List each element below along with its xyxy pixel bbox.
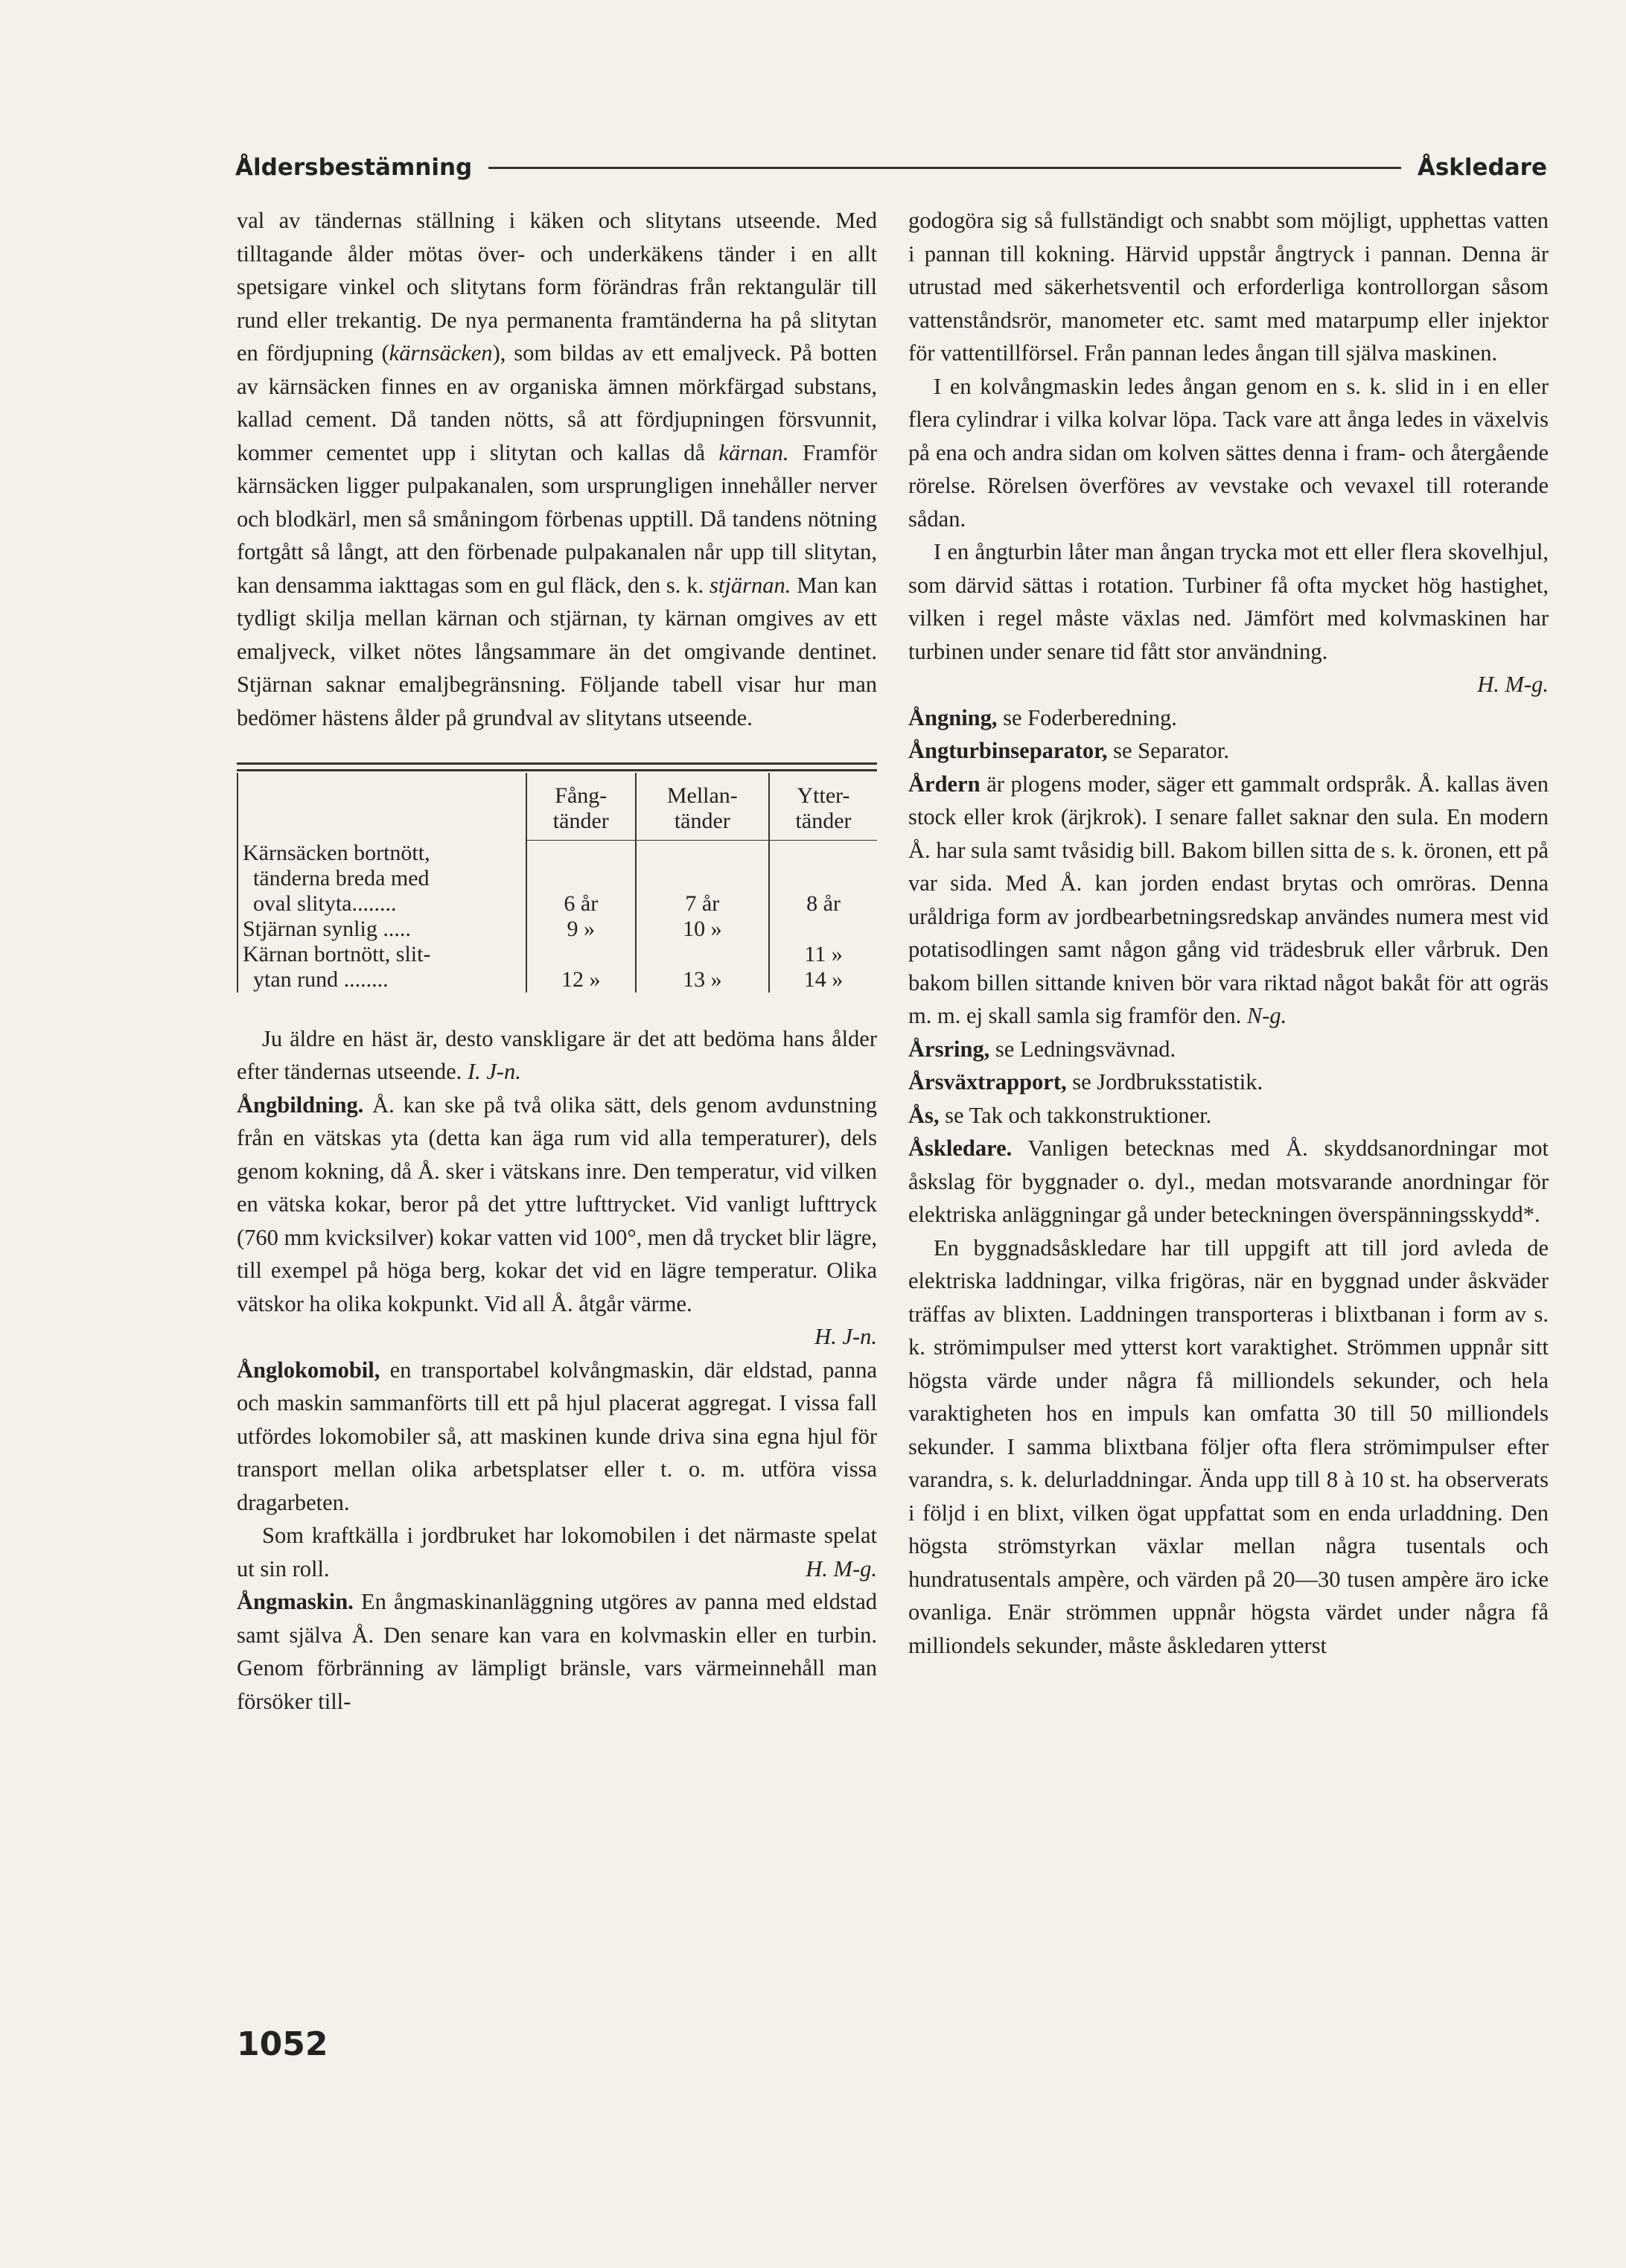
signature: I. J-n. [467, 1059, 521, 1084]
table-cell: 10 » [636, 917, 770, 942]
entry-term: Åskledare. [908, 1135, 1013, 1161]
row2-label: Stjärnan synlig ..... [237, 917, 526, 942]
table-cell: 11 » [769, 942, 877, 967]
entry-as: Ås, se Tak och takkonstruktioner. [908, 1102, 1212, 1128]
entry-anglokomobil: Ånglokomobil, en transportabel kolvångmaskin, där eldstad, panna och maskin sammanförts till ett på hjul placerat aggregat. I vissa fall utfördes lokomobiler så, att maskinen kunde driva sina egna hjul för transport mellan olika arbetsplatser eller t. o. m. utföra vissa dragarbeten. [237, 1357, 877, 1515]
table-cell: 8 år [769, 891, 877, 917]
paragraph-angturbin: I en ångturbin låter man ångan trycka mot ett eller flera skovelhjul, som därvid sättas i rotation. Turbiner få ofta mycket hög hastighet, vilken i regel måste växlas ned. Jämfört med kolvmaskinen har turbinen under senare tid fått stor användning. H. M-g. [908, 535, 1549, 701]
entry-term: Ångturbinseparator, [908, 738, 1108, 763]
header-left-word: Åldersbestämning [235, 154, 473, 181]
entry-arsring: Årsring, se Ledningsvävnad. [908, 1036, 1176, 1062]
entry-ardern: Årdern är plogens moder, säger ett gammalt ordspråk. Å. kallas även stock eller krok (ärjkrok). I senare fallet saknar den sula. En modern Å. har sula samt tvåsidig bill. Bakom billen sitta de s. k. öronen, ett på var sida. Med Å. kan jorden endast brytas och omröras. Denna uråldriga form av jordbearbetningsredskap användes numera mest vid potatisodlingen samt någon gång vid trädesbruk eller vårbruk. Den bakom billen sittande kniven bör vara riktad något bakåt för att ogräs m. m. ej skall samla sig framför den. N-g. [908, 771, 1549, 1028]
table-cell [526, 942, 636, 967]
age-table-block [237, 762, 877, 993]
signature: H. M-g. [1477, 672, 1549, 697]
paragraph-teeth: val av tändernas ställning i käken och slitytans utseende. Med tilltagande ålder mötas över- och underkäkens tänder i en allt spetsigare vinkel och slitytans form förändras från rektangulär till rund eller trekantig. De nya permanenta framtänderna ha på slitytan en fördjupning (kärnsäcken), som bildas av ett emaljveck. På botten av kärnsäcken finnes en av organiska ämnen mörkfärgad substans, kallad cement. Då tanden nötts, så att fördjupningen försvunnit, kommer cementet upp i slitytan och kallas då kärnan. Framför kärnsäcken ligger pulpakanalen, som ursprungligen innehåller nerver och blodkärl, men så småningom förbenas upptill. Då tandens nötning fortgått så långt, att den förbenade pulpakanalen når upp till slitytan, kan densamma iakttagas som en gul fläck, den s. k. stjärnan. Man kan tydligt skilja mellan kärnan och stjärnan, ty kärnan omgives av ett emaljveck, vilket nötes långsammare än det omgivande dentinet. Stjärnan saknar emaljbegränsning. Följande tabell visar hur man bedömer hästens ålder på grundval av slitytans utseende. [237, 208, 877, 730]
entry-term: Ås, [908, 1102, 940, 1128]
row1-label-c: oval slityta........ [237, 891, 526, 917]
paragraph-byggnadsaskledare: En byggnadsåskledare har till uppgift att till jord avleda de elektriska laddningar, vilka frigöras, när en byggnad under åskväder träffas av blixten. Laddningen transporteras i blixtbanan i form av s. k. strömimpulser med ytterst kort varaktighet. Strömmen uppnår sitt högsta värde under några få milliondels sekunder, och hela varaktigheten hos en impuls kan omfatta 30 till 50 milliondels sekunder. I samma blixtbana följer ofta flera strömimpulser efter varandra, s. k. delurladdningar. Ända upp till 8 à 10 st. ha observerats i följd i en blixt, vilken ögat uppfattat som en enda urladdning. Den högsta strömstyrkan växlar mellan några tusentals och hundratusentals ampère, och värden på 20—30 tusen ampère äro icke ovanliga. Enär strömmen uppnår högsta värdet under några få milliondels sekunder, måste åskledaren ytterst [908, 1235, 1549, 1658]
entry-term: Årsväxtrapport, [908, 1069, 1067, 1095]
signature: H. J-n. [814, 1324, 877, 1349]
signature: H. M-g. [806, 1555, 877, 1581]
entry-term: Ångbildning. [237, 1092, 364, 1118]
signature: N-g. [1246, 1003, 1287, 1028]
row3-label-b: ytan rund ........ [237, 967, 526, 993]
table-cell: 9 » [526, 917, 636, 942]
table-cell: 12 » [526, 967, 636, 993]
page-number: 1052 [237, 2025, 328, 2063]
table-cell: 6 år [526, 891, 636, 917]
paragraph-kolvangmaskin: I en kolvångmaskin ledes ångan genom en s. k. slid in i en eller flera cylindrar i vilka kolvar löpa. Tack vare att ånga ledes in växelvis på ena och andra sidan om kolven sättes denna i fram- och återgående rörelse. Rörelsen överföres av vevstake och vevaxel till roterande sådan. [908, 373, 1549, 532]
horse-age-table [237, 773, 877, 993]
table-cell: 7 år [636, 891, 770, 917]
table-cell [769, 917, 877, 942]
header-rule [488, 167, 1401, 169]
header-fangtander: Fång- tänder [526, 773, 636, 841]
entry-askledare: Åskledare. Vanligen betecknas med Å. skyddsanordningar mot åskslag för byggnader o. dyl., medan motsvarande anordningar för elektriska anläggningar gå under beteckningen överspänningsskydd*. [908, 1135, 1549, 1227]
paragraph-age-judgement: Ju äldre en häst är, desto vanskligare är det att bedöma hans ålder efter tändernas utseende. I. J-n. [237, 1025, 877, 1084]
entry-term: Ånglokomobil, [237, 1357, 380, 1383]
entry-angturbinseparator: Ångturbinseparator, se Separator. [908, 738, 1229, 763]
entry-term: Ångmaskin. [237, 1589, 354, 1614]
entry-angmaskin: Ångmaskin. En ångmaskinanläggning utgöres av panna med eldstad samt själva Å. Den senare kan vara en kolvmaskin eller en turbin. Genom förbränning av lämpligt bränsle, vars värmeinnehåll man försöker till- [237, 1589, 877, 1714]
row3-label-a: Kärnan bortnött, slit- [237, 942, 526, 967]
table-cell: 14 » [769, 967, 877, 993]
entry-angning: Ångning, se Foderberedning. [908, 704, 1177, 730]
running-header [235, 147, 1547, 188]
entry-term: Ångning, [908, 704, 998, 730]
entry-angbildning: Ångbildning. Å. kan ske på två olika sätt, dels genom avdunstning från en vätskas yta (detta kan äga rum vid alla temperaturer), dels genom kokning, då Å. sker i vätskans inre. Den temperatur, vid vilken en vätska kokar, beror på det yttre lufttrycket. Vid vanligt lufttryck (760 mm kvicksilver) kokar vatten vid 100°, men då trycket blir lägre, till exempel på höga berg, kokar det vid en lägre temperatur. Olika vätskor ha olika kokpunkt. Vid all Å. åtgår värme. H. J-n. [237, 1089, 877, 1354]
right-column [908, 204, 1549, 1662]
table-double-rule [237, 762, 877, 771]
entry-term: Årsring, [908, 1036, 990, 1062]
entry-arsvaxtrapport: Årsväxtrapport, se Jordbruksstatistik. [908, 1069, 1263, 1095]
entry-term: Årdern [908, 771, 981, 797]
table-cell: 13 » [636, 967, 770, 993]
header-yttertander: Ytter- tänder [769, 773, 877, 841]
table-cell [636, 942, 770, 967]
header-right-word: Åskledare [1417, 154, 1547, 181]
header-mellantander: Mellan- tänder [636, 773, 770, 841]
row1-label-a: Kärnsäcken bortnött, [237, 841, 526, 866]
paragraph-angmaskin-cont: godogöra sig så fullständigt och snabbt som möjligt, upphettas vatten i pannan till kokning. Härvid uppstår ångtryck i pannan. Denna är utrustad med säkerhetsventil och erforderliga kontrollorgan såsom vattenståndsrör, manometer etc. samt med matarpump eller injektor för vattentillförsel. Från pannan ledes ångan till själva maskinen. [908, 208, 1549, 366]
paragraph-lokomobil: Som kraftkälla i jordbruket har lokomobilen i det närmaste spelat ut sin roll. H. M-g. [237, 1519, 877, 1585]
row1-label-b: tänderna breda med [237, 866, 526, 891]
left-column [237, 204, 877, 1718]
